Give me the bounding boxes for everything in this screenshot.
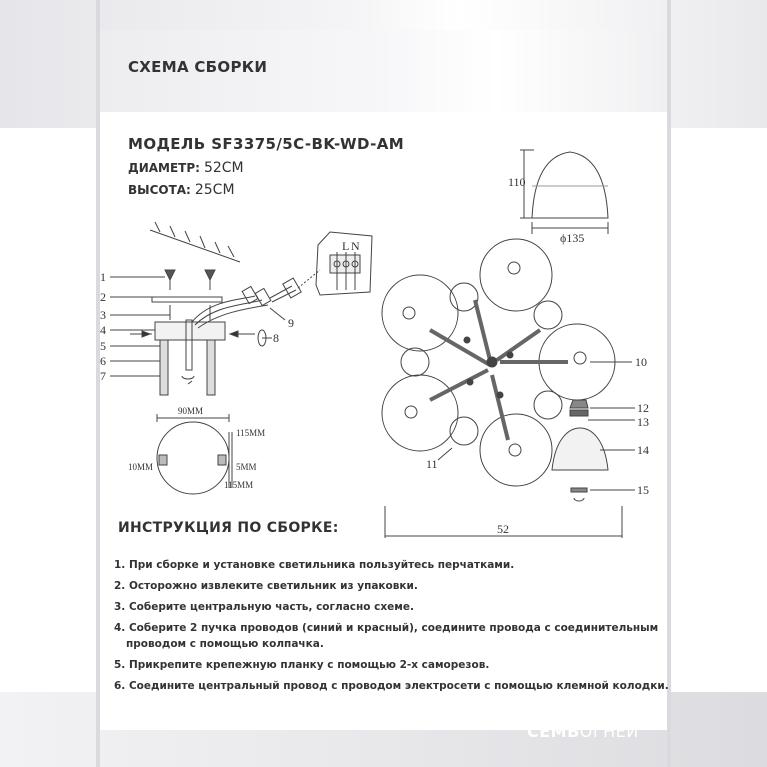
callout-1: 1 <box>100 270 106 284</box>
instruction-step: 6. Соедините центральный провод с проводом электросети с помощью клемной колодки. <box>114 680 669 692</box>
callout-3: 3 <box>100 308 106 322</box>
plate-left-slot-dim: 10MM <box>128 462 154 472</box>
callout-15: 15 <box>637 483 649 497</box>
lamp-parts <box>552 400 608 501</box>
height-label: ВЫСОТА: <box>128 183 191 197</box>
callout-13: 13 <box>637 415 649 429</box>
wire-label-l: L <box>342 239 350 253</box>
callout-7: 7 <box>100 369 106 383</box>
shade-height-dim: 110 <box>508 175 526 189</box>
callout-12: 12 <box>637 401 649 415</box>
diameter-value: 52СМ <box>203 160 244 176</box>
instruction-step: 3. Соберите центральную часть, согласно схеме. <box>114 601 414 613</box>
instruction-step: 5. Прикрепите крепежную планку с помощью 2-х саморезов. <box>114 659 490 671</box>
ceiling-hatch <box>150 222 240 262</box>
instruction-step: 4. Соберите 2 пучка проводов (синий и красный), соедините провода с соединительным <box>114 622 659 634</box>
shade-diameter-dim: ϕ135 <box>560 231 585 245</box>
plate-width-dim: 90MM <box>178 406 204 416</box>
brand-light: ОГНЕЙ <box>579 722 639 741</box>
height-value: 25СМ <box>194 182 235 198</box>
callout-6: 6 <box>100 354 106 368</box>
callout-11: 11 <box>426 457 438 471</box>
callout-14: 14 <box>637 443 649 457</box>
plate-right-slot-dim: 5MM <box>236 462 257 472</box>
callout-2: 2 <box>100 290 106 304</box>
wires <box>192 278 301 328</box>
shade-side-view <box>520 150 608 234</box>
instruction-step: 2. Осторожно извлеките светильник из упаковки. <box>114 580 418 592</box>
callout-4: 4 <box>100 323 106 337</box>
callout-8: 8 <box>273 331 279 345</box>
callout-9: 9 <box>288 316 294 330</box>
mount-plate-top-view <box>157 414 232 494</box>
overall-width-label: 52 <box>497 522 509 536</box>
brand-bold: СЕМЬ <box>527 722 580 741</box>
wire-label-n: N <box>351 239 360 253</box>
terminal-block-inset <box>298 232 372 295</box>
page-title: СХЕМА СБОРКИ <box>128 58 268 76</box>
callout-5: 5 <box>100 339 106 353</box>
callout-10: 10 <box>635 355 647 369</box>
instruction-step: 1. При сборке и установке светильника пользуйтесь перчатками. <box>114 559 515 571</box>
instructions-title: ИНСТРУКЦИЯ ПО СБОРКЕ: <box>118 520 339 536</box>
instruction-step-continued: проводом с помощью колпачка. <box>126 638 324 650</box>
diameter-label: ДИАМЕТР: <box>128 161 200 175</box>
plate-bottom-dim: 115MM <box>224 480 254 490</box>
plate-right-dim: 115MM <box>236 428 266 438</box>
model-name: МОДЕЛЬ SF3375/5C-BK-WD-AM <box>128 135 405 153</box>
brand-logo <box>527 722 639 741</box>
